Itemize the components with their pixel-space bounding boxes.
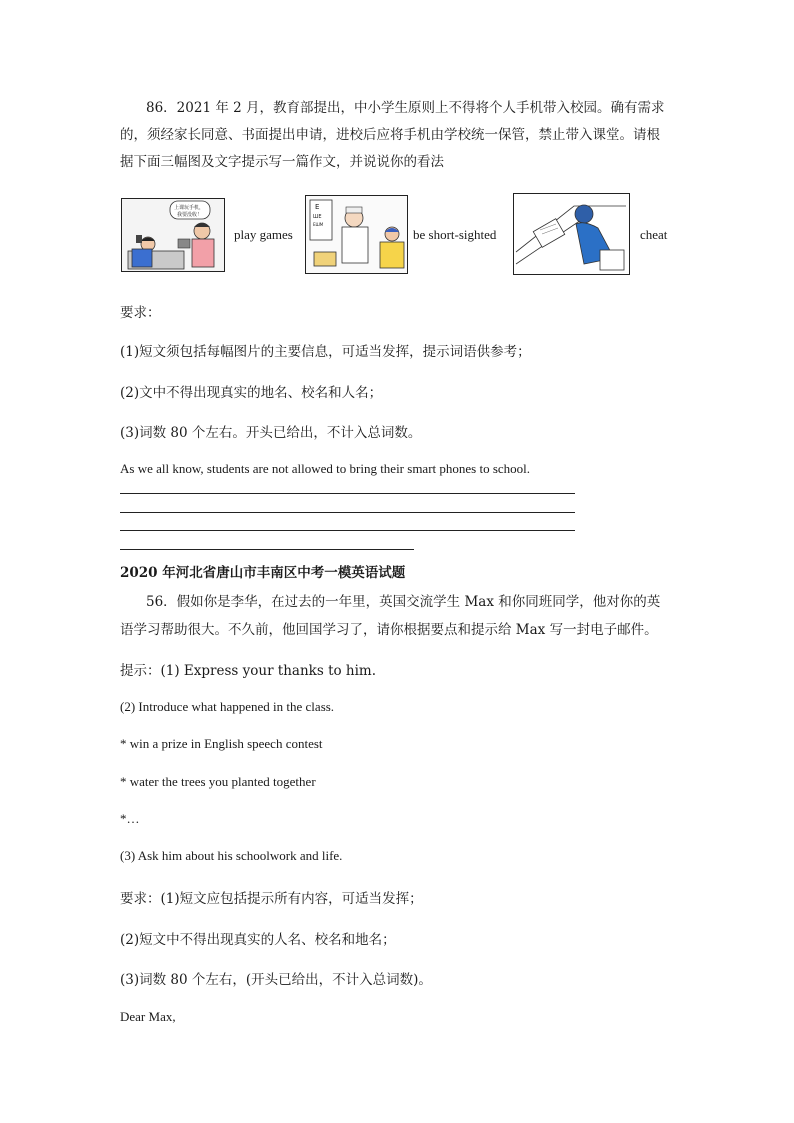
answer-line-1 bbox=[120, 493, 575, 494]
q56-tip-2: (2) Introduce what happened in the class. bbox=[120, 699, 335, 714]
answer-line-2 bbox=[120, 512, 575, 513]
q56-requirement-3: (3)词数 80 个左右，(开头已给出，不计入总词数)。 bbox=[120, 972, 432, 988]
q86-opening-sentence: As we all know, students are not allowed to bring their smart phones to school. bbox=[120, 461, 531, 476]
q86-line-1: 86．2021 年 2 月，教育部提出，中小学生原则上不得将个人手机带入校园。确有需求 bbox=[146, 100, 665, 116]
q56-requirement-2: (2)短文中不得出现真实的人名、校名和地名； bbox=[120, 932, 396, 948]
eye-chart-letter-3: EШM bbox=[313, 222, 324, 227]
q56-bullet-1: * win a prize in English speech contest bbox=[120, 736, 323, 751]
speech-bubble-text-2: 我要没收！ bbox=[177, 212, 203, 218]
caption-play-games: play games bbox=[234, 227, 293, 242]
caption-short-sighted: be short-sighted bbox=[413, 227, 497, 242]
q56-bullet-2: * water the trees you planted together bbox=[120, 774, 316, 789]
q56-tip-3: (3) Ask him about his schoolwork and life. bbox=[120, 848, 343, 863]
q86-requirement-1: (1)短文须包括每幅图片的主要信息，可适当发挥，提示词语供参考； bbox=[120, 344, 531, 360]
picture-short-sighted bbox=[305, 195, 408, 274]
q56-tip-1: 提示：(1) Express your thanks to him. bbox=[120, 663, 377, 679]
q86-line-3: 据下面三幅图及文字提示写一篇作文，并说说你的看法 bbox=[120, 154, 444, 170]
eye-doctor-illustration bbox=[306, 196, 407, 273]
q56-requirement-1: 要求：(1)短文应包括提示所有内容，可适当发挥； bbox=[120, 891, 423, 907]
q86-line-2: 的，须经家长同意、书面提出申请，进校后应将手机由学校统一保管，禁止带入课堂。请根 bbox=[120, 127, 660, 143]
q56-bullet-3: *… bbox=[120, 811, 140, 826]
teacher-student-phone-illustration bbox=[122, 199, 224, 271]
q56-line-1: 56．假如你是李华，在过去的一年里，英国交流学生 Max 和你同班同学，他对你的英 bbox=[146, 594, 661, 610]
caption-cheat: cheat bbox=[640, 227, 668, 242]
answer-line-3 bbox=[120, 530, 575, 531]
eye-chart-letter-2: ШE bbox=[313, 214, 322, 220]
picture-cheat bbox=[513, 193, 630, 275]
eye-chart-letter-1: E bbox=[315, 203, 320, 211]
q86-requirement-3: (3)词数 80 个左右。开头已给出，不计入总词数。 bbox=[120, 425, 422, 441]
answer-line-4 bbox=[120, 549, 414, 550]
section-title: 2020 年河北省唐山市丰南区中考一模英语试题 bbox=[120, 565, 406, 581]
cheating-student-illustration bbox=[514, 194, 629, 274]
q86-requirement-2: (2)文中不得出现真实的地名、校名和人名； bbox=[120, 385, 383, 401]
speech-bubble-text-1: 上课玩手机， bbox=[174, 205, 205, 211]
q56-line-2: 语学习帮助很大。不久前，他回国学习了，请你根据要点和提示给 Max 写一封电子邮件。 bbox=[120, 622, 658, 638]
picture-play-games bbox=[121, 198, 225, 272]
q86-requirements-label: 要求： bbox=[120, 305, 161, 321]
q56-salutation: Dear Max, bbox=[120, 1009, 176, 1024]
